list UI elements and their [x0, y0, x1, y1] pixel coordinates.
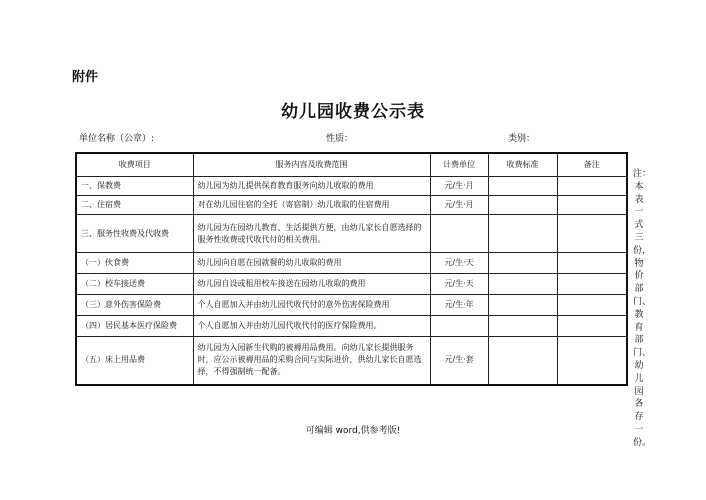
- table-row: [76, 274, 627, 295]
- row-unit: 元/生·年: [430, 295, 488, 316]
- row-standard: [488, 196, 557, 215]
- page-title: 幼儿园收费公示表: [281, 102, 425, 122]
- row-item: （二）校车接送费: [76, 274, 193, 295]
- unit-name-label: 单位名称（公章）:: [79, 134, 155, 144]
- row-desc: 个人自愿加入并由幼儿园代收代付的意外伤害保险费用: [193, 295, 430, 316]
- row-item: （三）意外伤害保险费: [76, 295, 193, 316]
- fee-table: [75, 152, 628, 386]
- row-standard: [488, 337, 557, 385]
- row-remark: [557, 295, 627, 316]
- row-item: 一、保教费: [76, 177, 193, 196]
- row-unit: 元/生·套: [430, 337, 488, 385]
- table-row: [76, 177, 627, 196]
- row-desc: 幼儿园向自愿在园就餐的幼儿收取的费用: [193, 253, 430, 274]
- row-standard: [488, 295, 557, 316]
- row-unit: [430, 215, 488, 253]
- row-item: （四）居民基本医疗保险费: [76, 316, 193, 337]
- column-header-unit: 计费单位: [430, 153, 488, 177]
- table-row: [76, 337, 627, 385]
- column-header-desc: 服务内容及收费范围: [193, 153, 430, 177]
- row-unit: 元/生·月: [430, 196, 488, 215]
- row-unit: 元/生·天: [430, 274, 488, 295]
- table-row: [76, 215, 627, 253]
- table-row: [76, 295, 627, 316]
- row-item: （五）床上用品费: [76, 337, 193, 385]
- column-header-remark: 备注: [557, 153, 627, 177]
- row-remark: [557, 253, 627, 274]
- row-desc: 幼儿园为幼儿提供保育教育服务向幼儿收取的费用: [193, 177, 430, 196]
- side-note: 注：本表一式三份，物价部门、教育部门、幼儿园各存一份。: [633, 169, 652, 448]
- row-item: 二、住宿费: [76, 196, 193, 215]
- column-header-item: 收费项目: [76, 153, 193, 177]
- row-standard: [488, 215, 557, 253]
- row-remark: [557, 196, 627, 215]
- column-header-standard: 收费标准: [488, 153, 557, 177]
- table-header-row: [76, 153, 627, 177]
- row-remark: [557, 337, 627, 385]
- row-desc: 幼儿园自设或租用校车接送在园幼儿收取的费用: [193, 274, 430, 295]
- nature-label: 性质：: [326, 134, 354, 144]
- row-standard: [488, 274, 557, 295]
- row-unit: 元/生·天: [430, 253, 488, 274]
- row-remark: [557, 177, 627, 196]
- row-unit: [430, 316, 488, 337]
- row-desc: 个人自愿加入并由幼儿园代收代付的医疗保险费用。: [193, 316, 430, 337]
- attachment-label: 附件: [72, 70, 99, 85]
- row-standard: [488, 177, 557, 196]
- row-standard: [488, 316, 557, 337]
- row-desc: 对在幼儿园住宿的全托（寄宿制）幼儿收取的住宿费用: [193, 196, 430, 215]
- row-remark: [557, 316, 627, 337]
- row-standard: [488, 253, 557, 274]
- row-desc: 幼儿园为入园新生代购的被褥用品费用。向幼儿家长提供服务时，应公示被褥用品的采购合同与实际进价，供幼儿家长自愿选择，不得强制统一配备。: [193, 337, 430, 385]
- row-item: （一）伙食费: [76, 253, 193, 274]
- footer-text: 可编辑 word,供参考版!: [305, 426, 401, 436]
- row-item: 三、服务性收费及代收费: [76, 215, 193, 253]
- row-unit: 元/生·月: [430, 177, 488, 196]
- table-row: [76, 316, 627, 337]
- row-remark: [557, 215, 627, 253]
- row-desc: 幼儿园为在园幼儿教育、生活提供方便，由幼儿家长自愿选择的服务性收费或代收代付的相关费用。: [193, 215, 430, 253]
- row-remark: [557, 274, 627, 295]
- table-row: [76, 253, 627, 274]
- table-row: [76, 196, 627, 215]
- category-label: 类别：: [508, 134, 536, 144]
